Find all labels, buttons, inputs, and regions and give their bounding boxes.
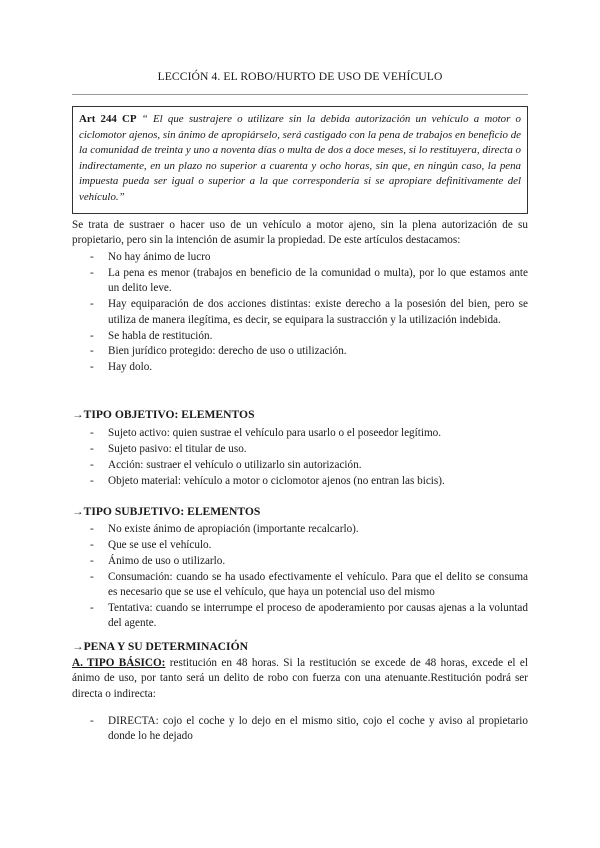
objective-list	[72, 426, 528, 490]
list-item: - Hay dolo.	[72, 360, 528, 375]
dash-bullet: -	[90, 442, 94, 455]
basic-type-paragraph	[72, 656, 528, 702]
dash-bullet: -	[90, 538, 94, 551]
dash-bullet: -	[90, 602, 94, 615]
list-item: - No existe ánimo de apropiación (importante recalcarlo).	[72, 522, 528, 537]
objective-heading: →TIPO OBJETIVO: ELEMENTOS	[72, 408, 255, 421]
article-quote-box	[72, 106, 528, 214]
dash-bullet: -	[90, 345, 94, 358]
subjective-list	[72, 522, 528, 632]
list-item: - Se habla de restitución.	[72, 329, 528, 344]
list-item: - La pena es menor (trabajos en beneficio de la comunidad o multa), por lo que estamos ante un delito leve.	[90, 266, 528, 295]
dash-bullet: -	[90, 266, 94, 279]
restitution-list	[72, 714, 528, 745]
dash-bullet: -	[90, 329, 94, 342]
list-item: - Consumación: cuando se ha usado efectivamente el vehículo. Para que el delito se consuma es necesario que se use el vehículo, que haya un potencial uso del mismo	[90, 570, 528, 599]
dash-bullet: -	[90, 554, 94, 567]
list-item: - DIRECTA: cojo el coche y lo dejo en el mismo sitio, cojo el coche y aviso al propietario donde lo he dejado	[90, 715, 528, 743]
penalty-heading: →PENA Y SU DETERMINACIÓN	[72, 640, 248, 653]
intro-paragraph: Se trata de sustraer o hacer uso de un vehículo a motor ajeno, sin la plena autorización de su propietario, pero sin la intención de asumir la propiedad. De este artículos destacamos:	[72, 219, 528, 247]
dash-bullet: -	[90, 427, 94, 439]
intro-list	[72, 250, 528, 376]
dash-bullet: -	[90, 715, 94, 727]
page-title: LECCIÓN 4. EL ROBO/HURTO DE USO DE VEHÍCULO	[157, 70, 443, 83]
dash-bullet: -	[90, 298, 94, 311]
list-item: - Tentativa: cuando se interrumpe el proceso de apoderamiento por causas ajenas a la voluntad del agente.	[90, 602, 528, 630]
article-reference: Art 244 CP	[79, 113, 137, 125]
title-divider	[72, 94, 528, 95]
dash-bullet: -	[90, 361, 94, 374]
list-item: - No hay ánimo de lucro	[72, 250, 528, 265]
list-item: - Acción: sustraer el vehículo o utilizarlo sin autorización.	[72, 458, 528, 473]
basic-type-text: restitución en 48 horas. Si la restitución se excede de 48 horas, excede el el ánimo de uso, por tanto será un delito de robo con fuerza con una atenuante.Restitución podrá ser directa o indirecta:	[72, 657, 528, 700]
list-item: - Sujeto pasivo: el titular de uso.	[72, 442, 528, 457]
list-item: - Objeto material: vehículo a motor o ciclomotor ajenos (no entran las bicis).	[72, 474, 528, 489]
list-item: - Hay equiparación de dos acciones distintas: existe derecho a la posesión del bien, pero se utiliza de manera ilegítima, es decir, se equipara la sustracción y la utilización indebida.	[90, 298, 528, 326]
dash-bullet: -	[90, 458, 94, 471]
subjective-heading: →TIPO SUBJETIVO: ELEMENTOS	[72, 505, 261, 518]
basic-type-label: A. TIPO BÁSICO:	[72, 657, 166, 669]
dash-bullet: -	[90, 251, 94, 263]
list-item: - Bien jurídico protegido: derecho de uso o utilización.	[72, 344, 528, 359]
list-item: - Ánimo de uso o utilizarlo.	[72, 554, 528, 569]
list-item: - Que se use el vehículo.	[72, 538, 528, 553]
article-text: “ El que sustrajere o utilizare sin la debida autorización un vehículo a motor o ciclomotor ajenos, sin ánimo de apropiárselo, será castigado con la pena de trabajos en beneficio de la comunidad de treinta y uno a noventa días o multa de dos a doce meses, si lo restituyera, directa o indirectamente, en un plazo no superior a cuarenta y ocho horas, sin que, en ningún caso, la pena impuesta pueda ser igual o superior a la que correspondería si se apropiare definitivamente del vehículo.”	[79, 113, 522, 203]
dash-bullet: -	[90, 570, 94, 583]
dash-bullet: -	[90, 523, 94, 535]
list-item: - Sujeto activo: quien sustrae el vehículo para usarlo o el poseedor legítimo.	[72, 426, 528, 441]
dash-bullet: -	[90, 474, 94, 487]
